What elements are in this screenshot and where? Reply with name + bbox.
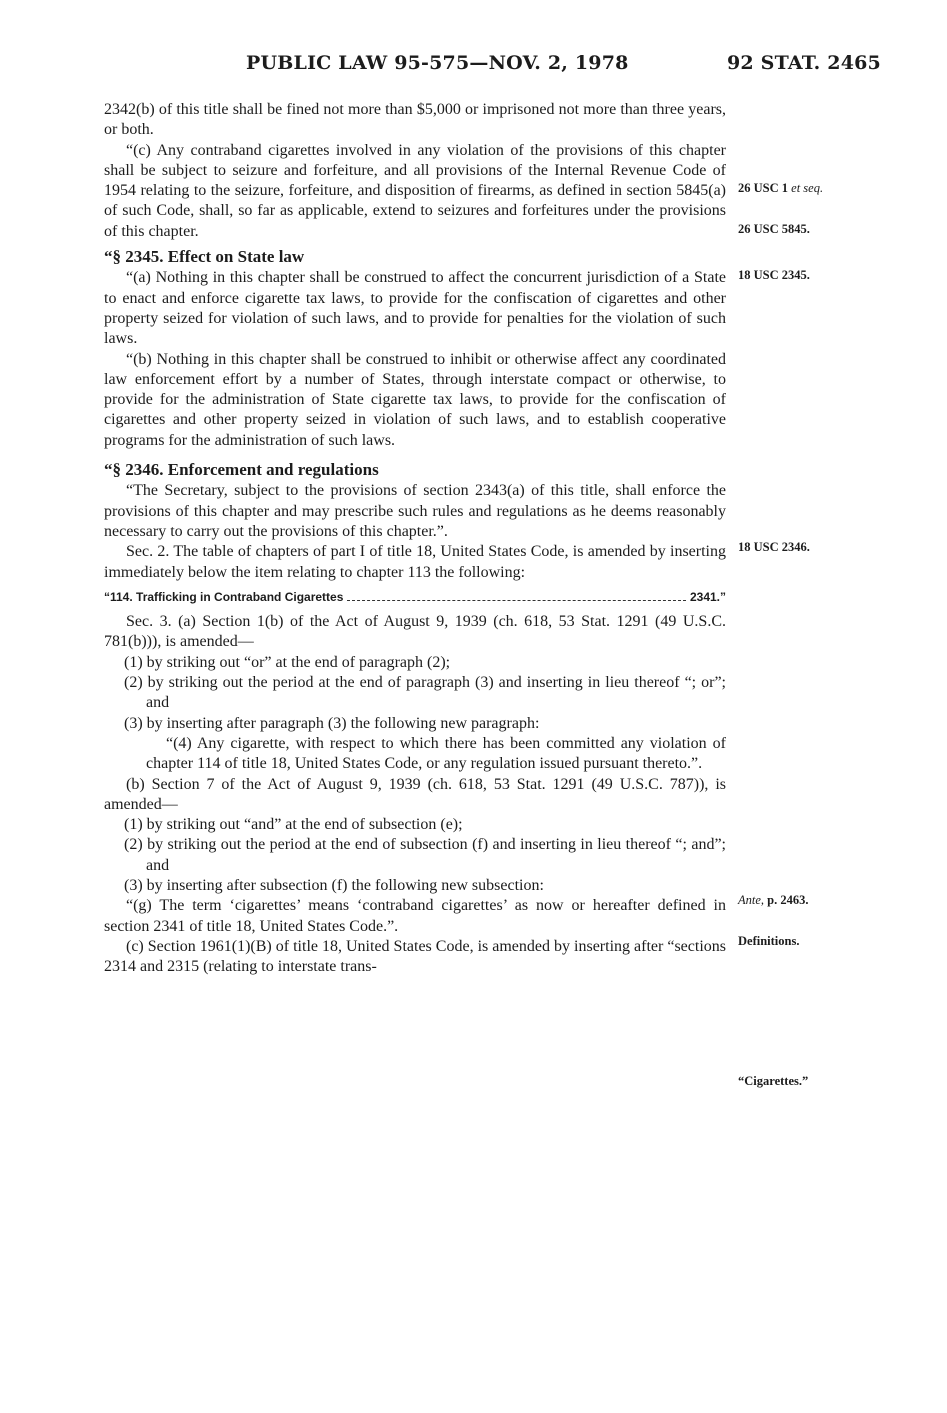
margin-note-26usc1: 26 USC 1 et seq.: [738, 181, 824, 195]
paragraph-sec-2: Sec. 2. The table of chapters of part I of title 18, United States Code, is amended by inserting immediately below the item relating to chapter 113 the following:: [104, 543, 726, 581]
paragraph-sec-3-a: Sec. 3. (a) Section 1(b) of the Act of August 9, 1939 (ch. 618, 53 Stat. 1291 (49 U.S.C. 781(b))), is amended—: [104, 613, 726, 651]
paragraph-2345-b: “(b) Nothing in this chapter shall be construed to inhibit or otherwise affect any coordinated law enforcement effort by a number of States, through interstate compact or otherwise, to provide for the administration of State cigarette tax laws, to provide for the confiscation of cigarettes and other property seized in violation of such laws, and to establish cooperative programs for the administration of such laws.: [104, 350, 726, 449]
margin-note-cigarettes: “Cigarettes.”: [738, 1074, 809, 1088]
margin-note-ante: Ante, p. 2463.: [738, 893, 809, 907]
paragraph-2344-c: “(c) Any contraband cigarettes involved in any violation of the provisions of this chapter shall be subject to seizure and forfeiture, and all provisions of the Internal Revenue Code of 1954 relating to the seizure, forfeiture, and disposition of firearms, as defined in section 5845(a) of such Code, shall, so far as applicable, extend to seizures and forfeitures under the provisions of this chapter.: [104, 141, 726, 240]
chapter-table-page: 2341.”: [689, 589, 726, 604]
statute-body: [104, 100, 726, 977]
clause-a-3: (3) by inserting after paragraph (3) the following new paragraph:: [124, 714, 540, 732]
section-heading-2346: “§ 2346. Enforcement and regulations: [104, 460, 379, 480]
margin-note-18usc2346: 18 USC 2346.: [738, 540, 810, 554]
clause-b-1: (1) by striking out “and” at the end of subsection (e);: [124, 816, 463, 834]
page-header-title: PUBLIC LAW 95-575—NOV. 2, 1978: [246, 52, 629, 74]
new-subsection-g: “(g) The term ‘cigarettes’ means ‘contraband cigarettes’ as now or hereafter defined in section 2341 of title 18, United States Code.”.: [104, 897, 726, 935]
paragraph-2345-a: “(a) Nothing in this chapter shall be construed to affect the concurrent jurisdiction of a State to enact and enforce cigarette tax laws, to provide for the confiscation of cigarettes and other property seized for violation of such laws, and to provide for penalties for the violation of such laws.: [104, 269, 726, 348]
leader-dots: [347, 600, 686, 601]
page-header-stat: 92 STAT. 2465: [727, 52, 881, 74]
clause-b-3: (3) by inserting after subsection (f) the following new subsection:: [124, 876, 544, 894]
paragraph-2346: “The Secretary, subject to the provisions of section 2343(a) of this title, shall enforce the provisions of this chapter and may prescribe such rules and regulations as he deems reasonably necessary to carry out the provisions of this chapter.”.: [104, 482, 726, 540]
new-paragraph-4: “(4) Any cigarette, with respect to which there has been committed any violation of chapter 114 of title 18, United States Code, or any regulation issued pursuant thereto.”.: [146, 734, 726, 773]
margin-note-18usc2345: 18 USC 2345.: [738, 268, 810, 282]
clause-a-1: (1) by striking out “or” at the end of paragraph (2);: [124, 653, 451, 671]
clause-b-2: (2) by striking out the period at the end of subsection (f) and inserting in lieu thereof “; and”; and: [124, 836, 726, 874]
section-heading-2345: “§ 2345. Effect on State law: [104, 247, 305, 267]
paragraph-sec-3-b: (b) Section 7 of the Act of August 9, 1939 (ch. 618, 53 Stat. 1291 (49 U.S.C. 787)), is amended—: [104, 775, 726, 813]
paragraph-continuation: 2342(b) of this title shall be fined not more than $5,000 or imprisoned not more than three years, or both.: [104, 101, 726, 139]
chapter-table-label: “114. Trafficking in Contraband Cigarettes: [104, 589, 344, 604]
margin-note-26usc5845: 26 USC 5845.: [738, 222, 810, 236]
clause-a-2: (2) by striking out the period at the end of paragraph (3) and inserting in lieu thereof “; or”; and: [124, 674, 726, 712]
paragraph-sec-3-c: (c) Section 1961(1)(B) of title 18, United States Code, is amended by inserting after “sections 2314 and 2315 (relating to interstate trans-: [104, 937, 726, 976]
margin-note-definitions: Definitions.: [738, 934, 800, 948]
chapter-table-entry: [104, 587, 726, 607]
